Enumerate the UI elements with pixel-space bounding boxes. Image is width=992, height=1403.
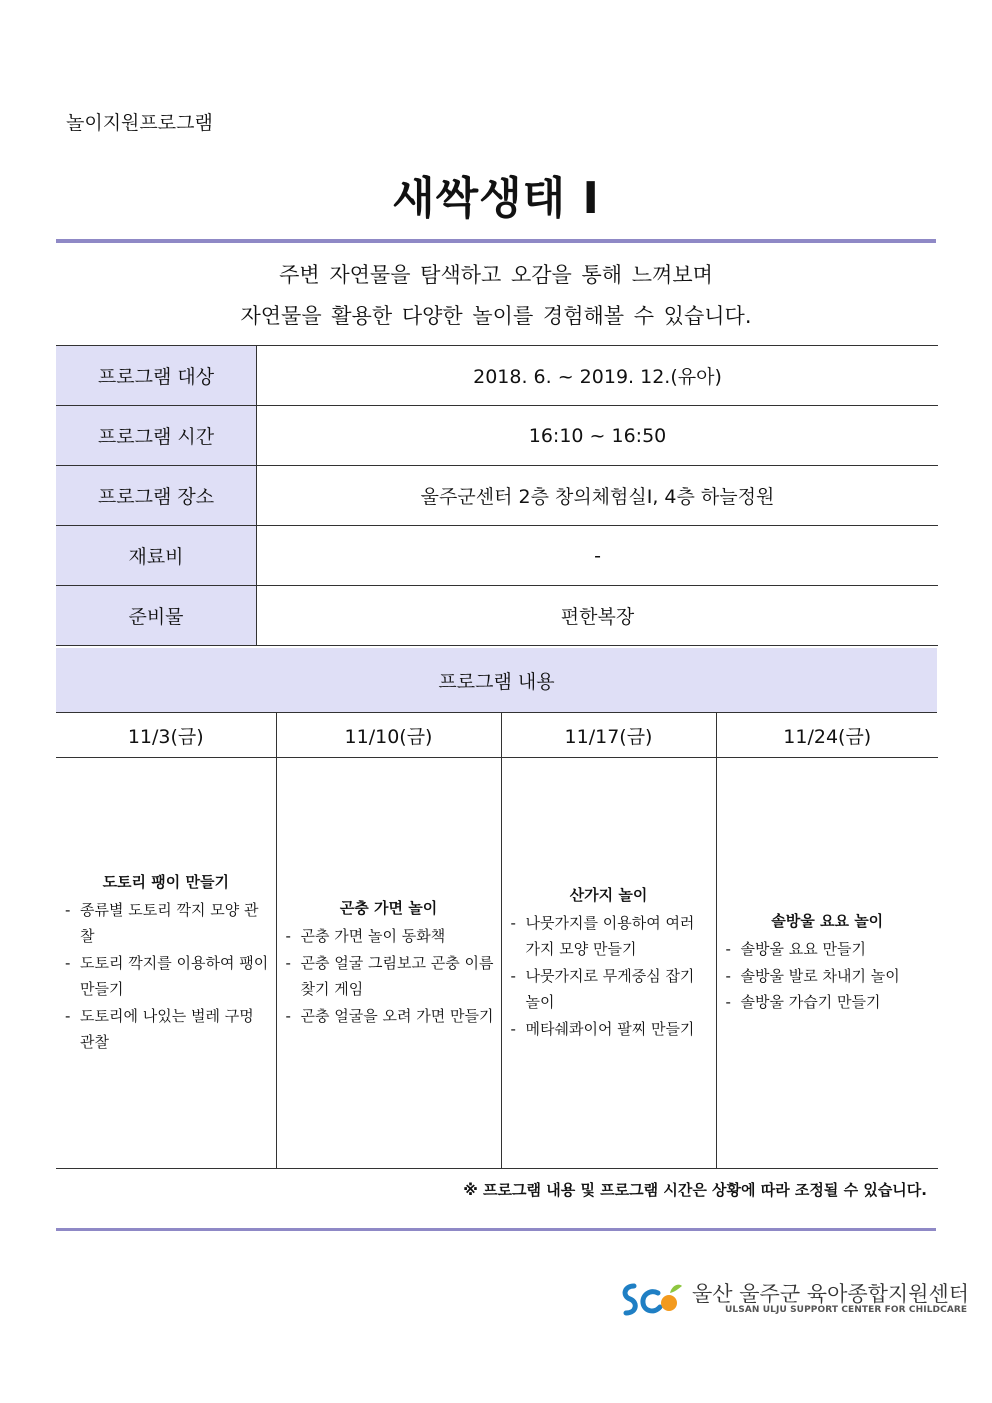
- activity-list: [62, 897, 270, 1056]
- schedule-note: ※ 프로그램 내용 및 프로그램 시간은 상황에 따라 조정될 수 있습니다.: [463, 1181, 927, 1199]
- info-label: 프로그램 장소: [56, 466, 257, 526]
- info-value: -: [257, 526, 939, 586]
- info-value: 16:10 ~ 16:50: [257, 406, 939, 466]
- activity-item: - 곤충 가면 놀이 동화책: [283, 923, 495, 950]
- intro-line-1: 주변 자연물을 탐색하고 오감을 통해 느껴보며: [279, 263, 713, 287]
- center-name-english: ULSAN ULJU SUPPORT CENTER FOR CHILDCARE: [725, 1305, 968, 1315]
- program-category: 놀이지원프로그램: [66, 112, 213, 134]
- session-cell: [501, 758, 716, 1169]
- activity-item: - 곤충 얼굴을 오려 가면 만들기: [283, 1003, 495, 1030]
- info-row-time: [56, 406, 938, 466]
- center-logo: [620, 1278, 970, 1322]
- info-row-material-cost: [56, 526, 938, 586]
- activity-item: - 나뭇가지를 이용하여 여러 가지 모양 만들기: [508, 910, 710, 963]
- info-label: 준비물: [56, 586, 257, 646]
- activity-item: - 종류별 도토리 깍지 모양 관찰: [62, 897, 270, 950]
- activity-list: [283, 923, 495, 1029]
- activity-item: - 메타쉐콰이어 팔찌 만들기: [508, 1016, 710, 1043]
- info-label: 재료비: [56, 526, 257, 586]
- center-name: 울산 울주군 육아종합지원센터: [692, 1282, 970, 1306]
- info-value: 편한복장: [257, 586, 939, 646]
- activity-title: 도토리 팽이 만들기: [102, 872, 229, 891]
- info-row-target: [56, 346, 938, 406]
- bottom-divider: [56, 1228, 936, 1231]
- session-date-row: [56, 713, 938, 758]
- activity-item: - 도토리 깍지를 이용하여 팽이 만들기: [62, 950, 270, 1003]
- session-cell: [56, 758, 276, 1169]
- leaf-logo-icon: [620, 1280, 684, 1320]
- session-schedule-table: [56, 713, 938, 1169]
- intro-text: [0, 255, 992, 337]
- session-date: 11/17(금): [501, 713, 716, 758]
- activity-item: - 곤충 얼굴 그림보고 곤충 이름 찾기 게임: [283, 950, 495, 1003]
- session-activity-row: [56, 758, 938, 1169]
- page-title: 새싹생태 I: [392, 173, 600, 224]
- activity-title: 곤충 가면 놀이: [339, 899, 438, 917]
- session-cell: [716, 758, 938, 1169]
- info-label: 프로그램 시간: [56, 406, 257, 466]
- activity-item: - 나뭇가지로 무게중심 잡기 놀이: [508, 963, 710, 1016]
- activity-item: - 솔방울 요요 만들기: [723, 936, 933, 963]
- activity-item: - 솔방울 가습기 만들기: [723, 989, 933, 1016]
- program-content-heading: 프로그램 내용: [56, 648, 937, 713]
- activity-list: [508, 910, 710, 1043]
- info-row-place: [56, 466, 938, 526]
- intro-line-2: 자연물을 활용한 다양한 놀이를 경험해볼 수 있습니다.: [240, 304, 752, 328]
- activity-item: - 도토리에 나있는 벌레 구멍 관찰: [62, 1003, 270, 1056]
- top-divider: [56, 239, 936, 243]
- activity-title: 산가지 놀이: [569, 885, 648, 904]
- info-label: 프로그램 대상: [56, 346, 257, 406]
- activity-item: - 솔방울 발로 차내기 놀이: [723, 963, 933, 990]
- activity-list: [723, 936, 933, 1016]
- info-value: 2018. 6. ~ 2019. 12.(유아): [257, 346, 939, 406]
- program-info-table: [56, 345, 938, 646]
- session-date: 11/3(금): [56, 713, 276, 758]
- activity-title: 솔방울 요요 놀이: [771, 912, 884, 931]
- session-date: 11/24(금): [716, 713, 938, 758]
- session-cell: [276, 758, 501, 1169]
- session-date: 11/10(금): [276, 713, 501, 758]
- info-value: 울주군센터 2층 창의체험실Ⅰ, 4층 하늘정원: [257, 466, 939, 526]
- info-row-supplies: [56, 586, 938, 646]
